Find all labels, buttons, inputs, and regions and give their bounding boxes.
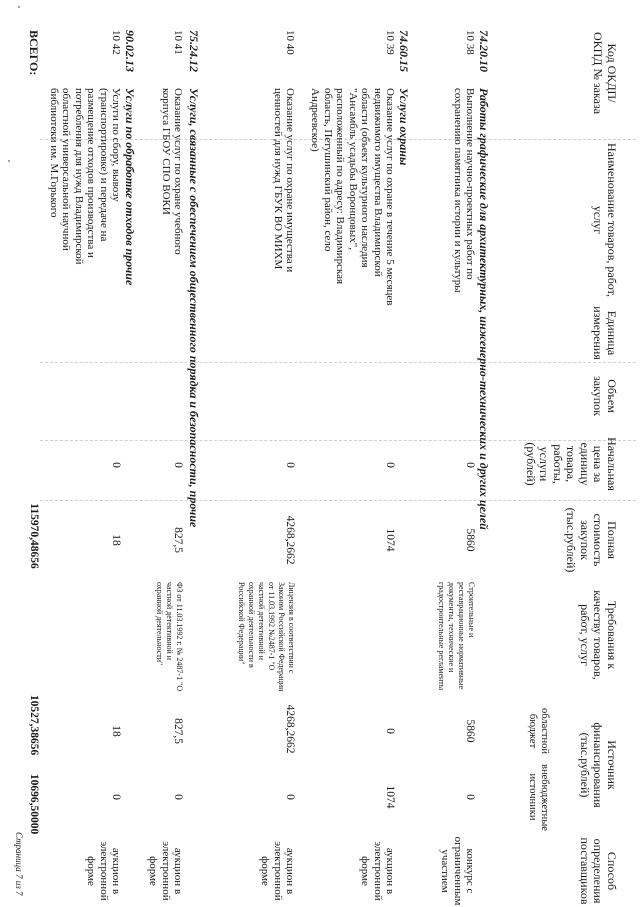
total-cost: 115970,48656 (28, 503, 40, 569)
item-method: аукцион в электронной форме (147, 841, 184, 901)
section-code: 74.20.10 (477, 30, 491, 72)
item-method: аукцион в электронной форме (259, 841, 296, 901)
scan-speck (18, 6, 20, 8)
item-requirements: ФЗ от 11.03.1992 г. № 2487-1 "О частной детективной и охранной деятельности" (155, 582, 184, 692)
header-requirements: Требования к качеству товаров, работ, услуг (577, 590, 619, 680)
header-total-cost: Полная стоимость закупок (тыс.рублей) (564, 507, 619, 573)
order-number: 10 40 (284, 30, 296, 55)
item-price: 0 (284, 462, 296, 468)
item-funding-offbudget: 0 (110, 794, 122, 800)
total-regional: 10527,38656 (28, 694, 40, 756)
item-funding-regional: 5860 (464, 719, 476, 743)
header-method: Способ определения поставщиков (577, 837, 619, 905)
order-number: 10 39 (384, 30, 396, 55)
page-number: Страница 7 из 7 (14, 832, 24, 896)
section-title: Услуги, связанные с обеспечением общественного порядка и безопасности, прочие (187, 88, 201, 528)
item-total: 5860 (464, 528, 476, 552)
item-funding-regional: 4268,2662 (284, 704, 296, 754)
item-total: 18 (110, 534, 122, 546)
header-code: Код ОКДП/ ОКПД № заказа (591, 31, 619, 115)
item-method: аукцион в электронной форме (359, 841, 396, 901)
item-funding-regional: 0 (384, 728, 396, 734)
item-funding-offbudget: 0 (464, 794, 476, 800)
header-funding-offbudget: внебюджетные источники (527, 764, 550, 831)
section-code: 75.24.12 (187, 30, 201, 72)
header-price: Начальная цена за единицу товара, работы, услуги (рублей) (523, 437, 619, 491)
header-funding: Источник финансирования (тыс.рублей) (577, 722, 619, 808)
scan-speck (8, 160, 10, 162)
item-price: 0 (384, 462, 396, 468)
section-code: 74.60.15 (397, 30, 411, 72)
item-method: аукцион в электронной форме (85, 841, 122, 901)
item-funding-regional: 18 (110, 725, 122, 737)
item-total: 1074 (384, 528, 396, 552)
item-funding-offbudget: 1074 (384, 785, 396, 809)
item-total: 4268,2662 (284, 515, 296, 565)
order-number: 10 42 (110, 30, 122, 55)
item-name: Услуги по сбору, вывозу (транспортировке) и передаче на размещение отходов производства и потребления для нужд Владимирской областной универсальной научной библиотеки им. М.Горького (47, 88, 122, 265)
section-title: Услуги охраны (397, 88, 411, 166)
item-name: Оказание услуг по охране в течение 5 месяцев недвижимого имущества Владимирской области (объект культурного наследия "Ансамбль усадьбы Воронцовых", расположенный по адресу: Владимирская область, Петушинский район, село Андреевское) (309, 88, 396, 306)
header-name: Наименование товаров, работ, услуг (591, 143, 619, 297)
order-number: 10 38 (464, 30, 476, 55)
item-funding-regional: 827,5 (172, 718, 184, 744)
item-funding-offbudget: 0 (172, 794, 184, 800)
item-price: 0 (172, 462, 184, 468)
item-name: Выполнение научно-проектных работ по сохранению памятника истории и культуры (451, 88, 476, 293)
item-price: 0 (464, 462, 476, 468)
item-total: 827,5 (172, 527, 184, 553)
header-funding-regional: областной бюджет (527, 708, 550, 754)
item-method: конкурс с ограниченным участием (439, 836, 476, 906)
section-title: Услуги по обработке отходов прочие (123, 88, 137, 286)
item-requirements: Строительные и реставрационные нормативные документы, технические и градостроительные регламенты (437, 582, 476, 691)
item-requirements: Лицензия в соответствии с Законом Российской Федерации от 11.03.1992 №2487-1 "О частной детективной и охранной деятельности в Российской Федерации" (237, 582, 296, 692)
item-funding-offbudget: 0 (284, 794, 296, 800)
total-offbudget: 10696,50000 (28, 773, 40, 835)
section-code: 90.02.13 (123, 30, 137, 72)
item-name: Оказание услуг по охране учебного корпуса ГБОУ СПО ВОКИ (159, 88, 184, 255)
order-number: 10 41 (172, 30, 184, 55)
item-name: Оказание услуг по охране имущества и ценностей для нужд ГБУК ВО МИХМ (271, 88, 296, 273)
section-title: Работы графические для архитектурных, инженерно-технических и других целей (477, 88, 491, 530)
header-volume: Объем закупок (591, 376, 619, 416)
total-label: ВСЕГО: (27, 30, 41, 76)
item-price: 0 (110, 462, 122, 468)
column-rule (40, 362, 636, 363)
header-unit: Единица измерения (591, 306, 619, 360)
